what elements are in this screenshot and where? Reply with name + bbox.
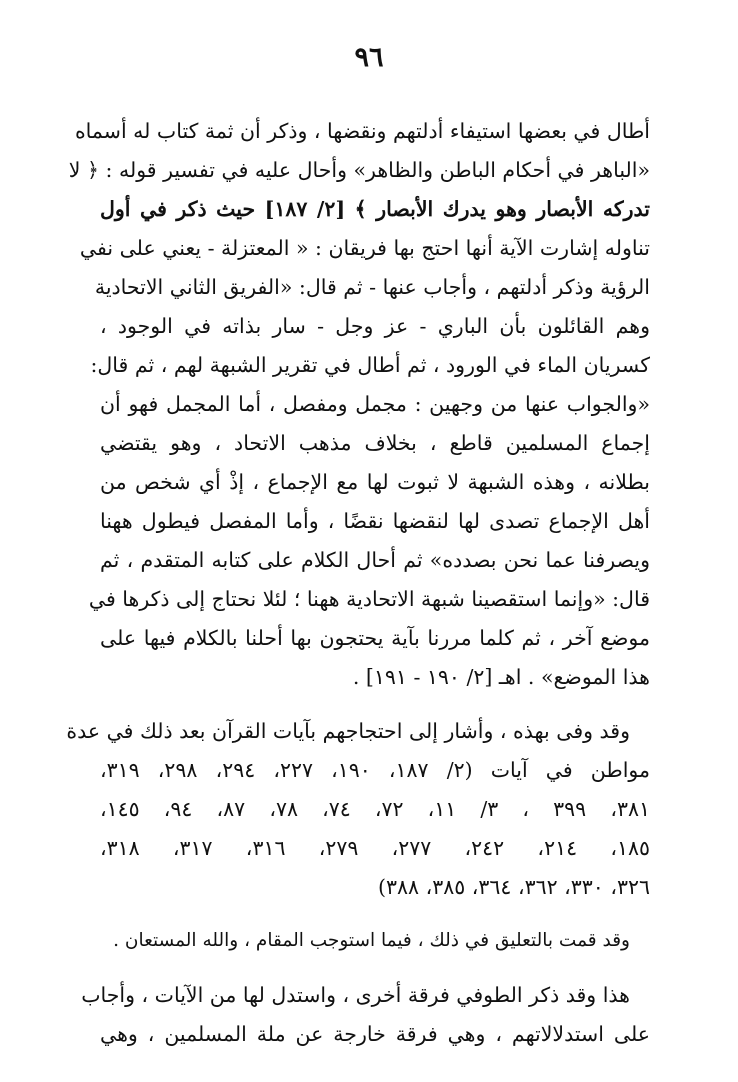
text-line: أهل الإجماع تصدى لها لنقضها نقضًا ، وأما المفصل فيطول ههنا: [100, 509, 650, 533]
text-line: بطلانه ، وهذه الشبهة لا ثبوت لها مع الإجماع ، إذْ أي شخص من: [100, 470, 650, 494]
reference-list-line: ٣٨١، ٣٩٩ ، ٣/ ١١، ٧٢، ٧٤، ٧٨، ٨٧، ٩٤، ١٤٥،: [100, 797, 650, 821]
reference-list-line: ١٨٥، ٢١٤، ٢٤٢، ٢٧٧، ٢٧٩، ٣١٦، ٣١٧، ٣١٨،: [100, 836, 651, 860]
text-line: أطال في بعضها استيفاء أدلتهم ونقضها ، وذكر أن ثمة كتاب له أسماه: [74, 119, 650, 143]
page-number: ٩٦: [354, 42, 384, 73]
reference-list-line: مواطن في آيات (٢/ ١٨٧، ١٩٠، ٢٢٧، ٢٩٤، ٢٩٨، ٣١٩،: [100, 758, 650, 782]
text-line: وقد وفى بهذه ، وأشار إلى احتجاجهم بآيات القرآن بعد ذلك في عدة: [66, 719, 630, 743]
text-line: «الباهر في أحكام الباطن والظاهر» وأحال عليه في تفسير قوله : ﴿ لا: [68, 158, 650, 182]
text-line: ويصرفنا عما نحن بصدده» ثم أحال الكلام على كتابه المتقدم ، ثم: [100, 548, 650, 572]
text-line: وقد قمت بالتعليق في ذلك ، فيما استوجب المقام ، والله المستعان .: [113, 930, 630, 951]
text-line: هذا وقد ذكر الطوفي فرقة أخرى ، واستدل لها من الآيات ، وأجاب: [81, 983, 630, 1007]
text-line: «والجواب عنها من وجهين : مجمل ومفصل ، أما المجمل فهو أن: [100, 392, 650, 416]
text-line: على استدلالاتهم ، وهي فرقة خارجة عن ملة المسلمين ، وهي: [100, 1022, 650, 1046]
text-line-quran-verse: تدركه الأبصار وهو يدرك الأبصار ﴾ [٢/ ١٨٧] حيث ذكر في أول: [100, 197, 650, 221]
reference-list-line: ٣٢٦، ٣٣٠، ٣٦٢، ٣٦٤، ٣٨٥، ٣٨٨): [378, 875, 650, 899]
text-line: هذا الموضع» . اهـ [٢/ ١٩٠ - ١٩١] .: [352, 665, 650, 689]
text-line: إجماع المسلمين قاطع ، بخلاف مذهب الاتحاد ، وهو يقتضي: [100, 431, 650, 455]
text-line: قال: «وإنما استقصينا شبهة الاتحادية ههنا ؛ لئلا نحتاج إلى ذكرها في: [88, 587, 650, 611]
text-line: موضع آخر ، ثم كلما مررنا بآية يحتجون بها أحلنا بالكلام فيها على: [100, 626, 650, 650]
text-line: وهم القائلون بأن الباري - عز وجل - سار بذاته في الوجود ،: [100, 314, 650, 338]
text-line: كسريان الماء في الورود ، ثم أطال في تقرير الشبهة لهم ، ثم قال:: [90, 353, 650, 377]
text-line: تناوله إشارت الآية أنها احتج بها فريقان : « المعتزلة - يعني على نفي: [79, 236, 650, 260]
text-line: الرؤية وذكر أدلتهم ، وأجاب عنها - ثم قال: «الفريق الثاني الاتحادية: [94, 275, 650, 299]
